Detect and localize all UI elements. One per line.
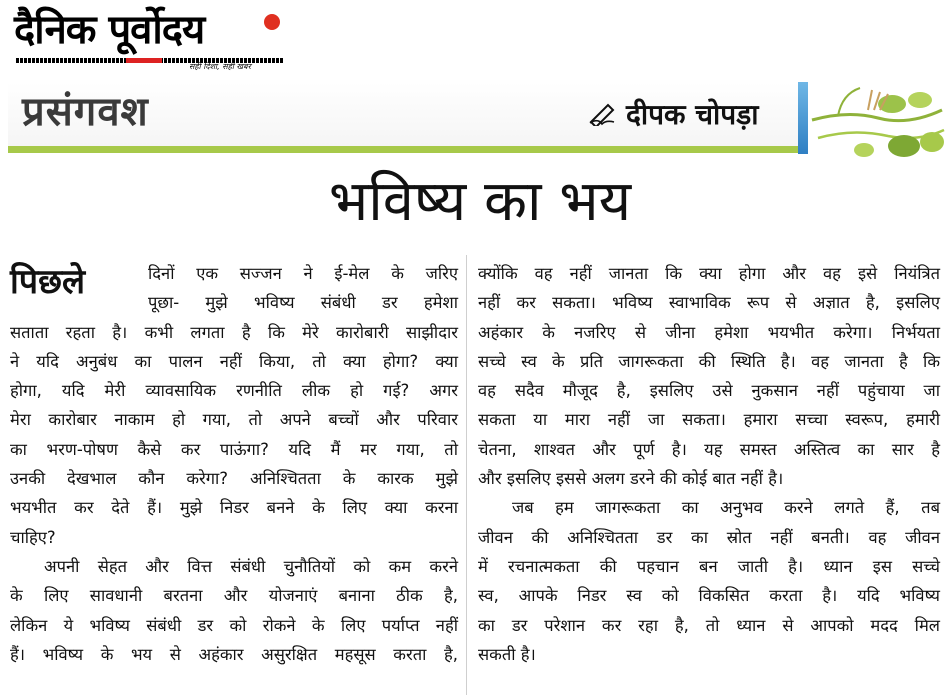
section-title: प्रसंगवश	[22, 89, 149, 135]
text-line: हैं। भविष्य के भय से अहंकार असुरक्षित महसूस करता है,	[10, 644, 458, 664]
logo-dot-icon	[264, 14, 280, 30]
article-column-right	[478, 259, 940, 669]
intro-word: पिछले	[10, 262, 86, 302]
section-underline	[8, 146, 808, 153]
text-line: ने यदि अनुबंध का पालन नहीं किया, तो क्या होगा? क्या	[10, 351, 458, 371]
masthead	[14, 6, 284, 70]
text-line: क्योंकि वह नहीं जानता कि क्या होगा और वह इसे नियंत्रित	[478, 264, 940, 283]
text-line: स्व, आपके निडर स्व को विकसित करता है। यदि भविष्य	[478, 586, 940, 606]
text-line: अहंकार के नजरिए से जीना हमेशा भयभीत करेगा। निर्भयता	[478, 322, 940, 342]
text-line: भयभीत कर देते हैं। मुझे निडर बनने के लिए क्या करना	[10, 498, 458, 518]
author-name: दीपक चोपड़ा	[626, 98, 759, 131]
text-line: और इसलिए इससे अलग डरने की कोई बात नहीं है।	[478, 469, 784, 489]
text-line: सकता या मारा नहीं जा सकता। हमारा सच्चा स्वरूप, हमारी	[478, 410, 940, 430]
text-line: लेकिन ये भविष्य संबंधी डर को रोकने के लिए पर्याप्त नहीं	[10, 615, 458, 635]
text-line: में रचनात्मकता की पहचान बन जाती है। ध्यान इस सच्चे	[478, 556, 940, 576]
pen-icon	[588, 100, 618, 126]
text-line: पूछा- मुझे भविष्य संबंधी डर हमेशा	[148, 293, 458, 313]
text-line: नहीं कर सकता। भविष्य स्वाभाविक रूप से अज्ञात है, इसलिए	[478, 293, 940, 313]
text-line: जीवन की अनिश्चितता डर का स्रोत नहीं बनती। वह जीवन	[478, 527, 940, 547]
text-line: जब हम जागरूकता का अनुभव करने लगते हैं, तब	[512, 498, 940, 518]
vine-leaf-illustration	[808, 80, 946, 166]
article-column-left	[10, 259, 458, 669]
text-line: चेतना, शाश्वत और पूर्ण है। यह समस्त अस्तित्व का सार है	[478, 439, 940, 459]
author-byline	[588, 96, 788, 136]
text-line: वह सदैव मौजूद है, इसलिए उसे नुकसान नहीं पहुंचाया जा	[478, 381, 940, 401]
article-headline: भविष्य का भय	[328, 169, 632, 234]
text-line: के लिए सावधानी बरतना और योजनाएं बनाना ठीक है,	[10, 586, 458, 606]
text-line: सकती है।	[478, 644, 536, 664]
text-line: चाहिए?	[10, 527, 56, 547]
column-divider	[466, 255, 467, 695]
text-line: दिनों एक सज्जन ने ई-मेल के जरिए	[148, 264, 458, 283]
masthead-tagline: सही दिशा, सही खबर	[189, 62, 251, 71]
text-line: होगा, यदि मेरी व्यावसायिक रणनीति लीक हो गई? अगर	[10, 381, 458, 401]
text-line: सच्चे स्व के प्रति जागरूकता की स्थिति है। वह जानता है कि	[478, 351, 940, 371]
text-line: का डर परेशान कर रहा है, तो ध्यान से आपको मदद मिल	[478, 615, 940, 635]
section-accent-bar	[798, 82, 808, 154]
text-line: उनकी देखभाल कौन करेगा? अनिश्चितता के कारक मुझे	[10, 469, 458, 489]
masthead-rule-accent	[126, 58, 162, 63]
newspaper-logo: दैनिक पूर्वोदय	[14, 7, 205, 53]
text-line: सताता रहता है। कभी लगता है कि मेरे कारोबारी साझीदार	[10, 322, 458, 342]
text-line: अपनी सेहत और वित्त संबंधी चुनौतियों को कम करने	[44, 556, 458, 576]
text-line: का भरण-पोषण कैसे कर पाऊंगा? यदि मैं मर गया, तो	[10, 439, 458, 459]
text-line: मेरा कारोबार नाकाम हो गया, तो अपने बच्चों और परिवार	[10, 410, 458, 430]
